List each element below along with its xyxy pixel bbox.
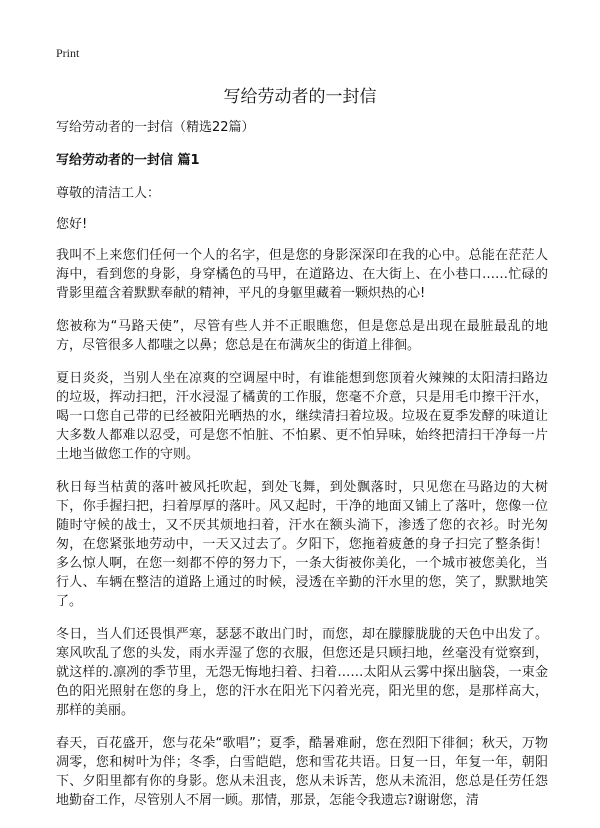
paragraph-3: 夏日炎炎，当别人坐在凉爽的空调屋中时，有谁能想到您顶着火辣辣的太阳清扫路边的垃圾，挥动扫把，汗水浸湿了橘黄的工作服，您毫不介意，只是用毛巾擦干汗水，喝一口您自己带的已经被阳光晒热的水，继续清扫着垃圾。垃圾在夏季发酵的味道让大多数人都难以忍受，可是您不怕脏、不怕累、更不怕异味，始终把清扫干净每一片土地当做您工作的守则。 bbox=[56, 371, 548, 462]
paragraph-4: 秋日每当枯黄的落叶被风托吹起，到处飞舞，到处飘落时，只见您在马路边的大树下，你手握扫把，扫着厚厚的落叶。风又起时，干净的地面又铺上了落叶，您像一位随时守候的战士，又不厌其烦地扫着，汗水在额头淌下，渗透了您的衣衫。时光匆匆，在您紧张地劳动中，一天又过去了。夕阳下，您拖着疲惫的身子扫完了整条街！多么惊人啊，在您一刻都不停的努力下，一条大街被你美化，一个城市被您美化，当行人、车辆在整洁的道路上通过的时候，浸透在辛勤的汗水里的您，笑了，默默地笑了。 bbox=[56, 480, 548, 609]
section-heading: 写给劳动者的一封信 篇1 bbox=[56, 153, 200, 168]
paragraph-1: 我叫不上来您们任何一个人的名字，但是您的身影深深印在我的心中。总能在茫茫人海中，看到您的身影，身穿橘色的马甲，在道路边、在大街上、在小巷口……忙碌的背影里蕴含着默默奉献的精神，平凡的身躯里藏着一颗炽热的心! bbox=[56, 248, 548, 301]
document-subtitle: 写给劳动者的一封信（精选22篇） bbox=[56, 120, 255, 135]
salutation: 尊敬的清洁工人： bbox=[56, 186, 161, 201]
document-body bbox=[56, 118, 548, 824]
document-title: 写给劳动者的一封信 bbox=[223, 87, 377, 107]
greeting: 您好! bbox=[56, 217, 88, 232]
paragraph-2: 您被称为“马路天使”，尽管有些人并不正眼瞧您，但是您总是出现在最脏最乱的地方，尽管很多人都嗤之以鼻；您总是在布满灰尘的街道上徘徊。 bbox=[56, 319, 548, 353]
paragraph-6: 春天，百花盛开，您与花朵“歌唱”；夏季，酷暑难耐，您在烈阳下徘徊；秋天，万物凋零，您和树叶为伴；冬季，白雪皑皑，您和雪花共语。日复一日，年复一年，朝阳下、夕阳里都有你的身影。您从未沮丧，您从未诉苦，您从未流泪，您总是任劳任怨地勤奋工作，尽管别人不屑一顾。那情，那景，怎能令我遗忘?谢谢您，清 bbox=[56, 736, 548, 808]
paragraph-5: 冬日，当人们还畏惧严寒，瑟瑟不敢出门时，而您，却在朦朦胧胧的天色中出发了。寒风吹乱了您的头发，雨水弄湿了您的衣服，但您还是只顾扫地，丝毫没有觉察到，就这样的.凛冽的季节里，无怨无悔地扫着、扫着……太阳从云雾中探出脑袋，一束金色的阳光照射在您的身上，您的汗水在阳光下闪着光亮，阳光里的您，是那样高大，那样的美丽。 bbox=[56, 627, 548, 718]
print-link[interactable]: Print bbox=[56, 46, 80, 60]
